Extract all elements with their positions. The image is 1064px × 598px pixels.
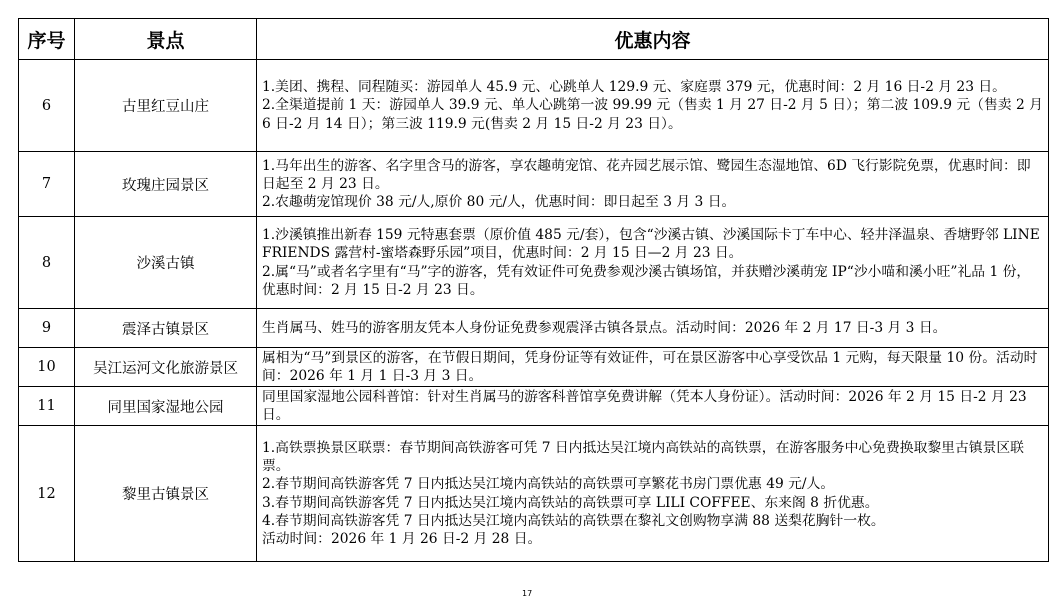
row-number: 7 (19, 152, 75, 217)
row-number: 11 (19, 387, 75, 426)
discount-content (257, 60, 1049, 152)
discount-item: 2.春节期间高铁游客凭 7 日内抵达吴江境内高铁站的高铁票可享繁花书房门票优惠 49 元/人。 (262, 476, 835, 493)
attraction-name: 黎里古镇景区 (75, 426, 257, 562)
discount-content (257, 152, 1049, 217)
attraction-name: 沙溪古镇 (75, 217, 257, 309)
table-header-row (19, 19, 1049, 60)
discount-content (257, 348, 1049, 387)
discount-item: 1.马年出生的游客、名字里含马的游客，享农趣萌宠馆、花卉园艺展示馆、鹭园生态湿地馆、6D 飞行影院免票，优惠时间：即日起至 2 月 23 日。 (262, 157, 1031, 192)
discount-item: 2.全渠道提前 1 天：游园单人 39.9 元、单人心跳第一波 99.99 元（售卖 1 月 27 日-2 月 5 日）；第二波 109.9 元（售卖 2 月 6 日-2 月 14 日）；第三波 119.9 元(售卖 2 月 15 日-2 月 23 日）。 (262, 97, 1043, 132)
discount-item: 2.农趣萌宠馆现价 38 元/人,原价 80 元/人，优惠时间：即日起至 3 月 3 日。 (262, 194, 736, 211)
header-serial: 序号 (19, 19, 75, 60)
discount-content (257, 387, 1049, 426)
discount-content (257, 217, 1049, 309)
header-attraction: 景点 (75, 19, 257, 60)
table-row (19, 152, 1049, 217)
discount-item: 同里国家湿地公园科普馆：针对生肖属马的游客科普馆享免费讲解（凭本人身份证）。活动时间：2026 年 2 月 15 日-2 月 23 日。 (262, 388, 1027, 423)
discount-item: 生肖属马、姓马的游客朋友凭本人身份证免费参观震泽古镇各景点。活动时间：2026 年 2 月 17 日-3 月 3 日。 (262, 319, 947, 336)
row-number: 10 (19, 348, 75, 387)
table-row (19, 348, 1049, 387)
row-number: 12 (19, 426, 75, 562)
page-number: 17 (522, 589, 533, 598)
attraction-name: 吴江运河文化旅游景区 (75, 348, 257, 387)
discount-item: 3.春节期间高铁游客凭 7 日内抵达吴江境内高铁站的高铁票可享 LILI COFFEE、东来阁 8 折优惠。 (262, 494, 879, 511)
table-row (19, 426, 1049, 562)
discount-item: 属相为“马”到景区的游客，在节假日期间，凭身份证等有效证件，可在景区游客中心享受饮品 1 元购，每天限量 10 份。活动时间：2026 年 1 月 1 日-3 月 3 日。 (262, 349, 1038, 384)
discount-item: 活动时间：2026 年 1 月 26 日-2 月 28 日。 (262, 530, 542, 547)
discount-item: 1.美团、携程、同程随买：游园单人 45.9 元、心跳单人 129.9 元、家庭票 379 元，优惠时间：2 月 16 日-2 月 23 日。 (262, 79, 1006, 96)
table-row (19, 387, 1049, 426)
discount-content (257, 426, 1049, 562)
header-discount: 优惠内容 (257, 19, 1049, 60)
row-number: 9 (19, 309, 75, 348)
attraction-name: 震泽古镇景区 (75, 309, 257, 348)
row-number: 6 (19, 60, 75, 152)
discount-table (18, 18, 1049, 562)
discount-item: 1.沙溪镇推出新春 159 元特惠套票（原价值 485 元/套），包含“沙溪古镇、沙溪国际卡丁车中心、轻井泽温泉、香塘野邻 LINE FRIENDS 露营村-蜜塔森野乐园”项目，优惠时间：2 月 15 日—2 月 23 日。 (262, 227, 1040, 262)
discount-content (257, 309, 1049, 348)
table-row (19, 309, 1049, 348)
table-row (19, 60, 1049, 152)
attraction-name: 玫瑰庄园景区 (75, 152, 257, 217)
attraction-name: 同里国家湿地公园 (75, 387, 257, 426)
discount-item: 2.属“马”或者名字里有“马”字的游客，凭有效证件可免费参观沙溪古镇场馆，并获赠沙溪萌宠 IP“沙小喵和溪小旺”礼品 1 份，优惠时间：2 月 15 日-2 月 23 日。 (262, 263, 1031, 298)
discount-item: 1.高铁票换景区联票：春节期间高铁游客可凭 7 日内抵达吴江境内高铁站的高铁票，在游客服务中心免费换取黎里古镇景区联票。 (262, 439, 1024, 475)
discount-item: 4.春节期间高铁游客凭 7 日内抵达吴江境内高铁站的高铁票在黎礼文创购物享满 88 送梨花胸针一枚。 (262, 512, 885, 529)
attraction-name: 古里红豆山庄 (75, 60, 257, 152)
row-number: 8 (19, 217, 75, 309)
table-row (19, 217, 1049, 309)
